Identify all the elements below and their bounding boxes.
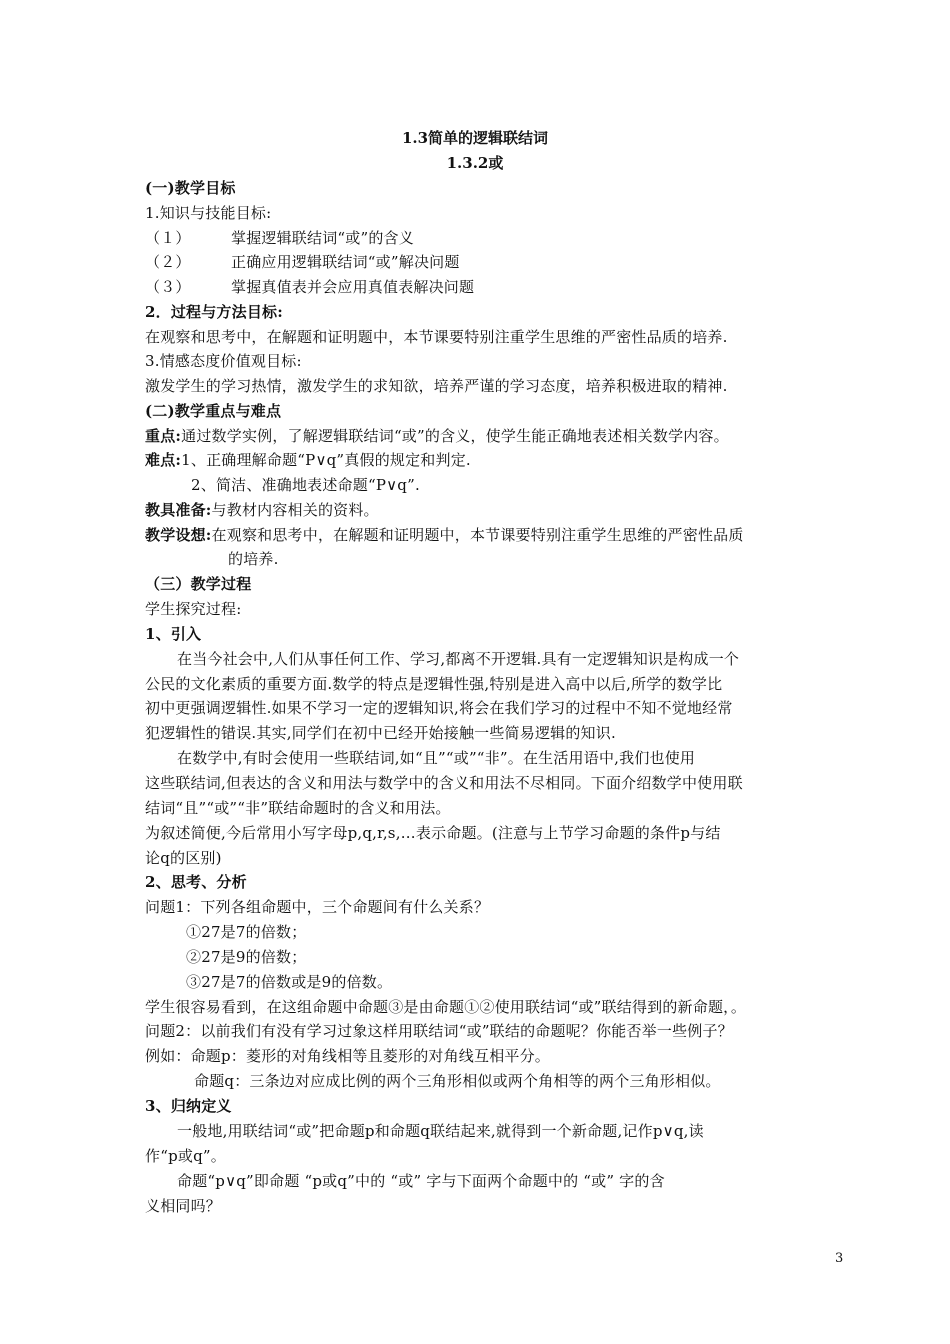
list-item bbox=[145, 276, 475, 298]
paragraph-line: 在数学中,有时会使用一些联结词,如“且”“或”“非”。在生活用语中,我们也使用 bbox=[177, 749, 696, 767]
paragraph-line: 论q的区别) bbox=[145, 849, 222, 867]
item-number: （３） bbox=[145, 278, 191, 296]
subsection-heading: 1、引入 bbox=[145, 625, 202, 643]
item-number: （１） bbox=[145, 229, 191, 247]
section-heading-process: （三）教学过程 bbox=[145, 575, 252, 593]
key-text: 通过数学实例，了解逻辑联结词“或”的含义，使学生能正确地表述相关数学内容。 bbox=[181, 427, 729, 445]
design-text: 在观察和思考中，在解题和证明题中，本节课要特别注重学生思维的严密性品质 bbox=[211, 526, 744, 544]
difficulty-text: 1、正确理解命题“P∨q”真假的规定和判定. bbox=[181, 451, 471, 469]
page-number: 3 bbox=[835, 1251, 844, 1266]
item-text: 正确应用逻辑联结词“或”解决问题 bbox=[231, 253, 460, 271]
question-line: 问题1：下列各组命题中，三个命题间有什么关系？ bbox=[145, 898, 490, 916]
question-line: 问题2：以前我们有没有学习过象这样用联结词“或”联结的命题呢？你能否举一些例子？ bbox=[145, 1022, 733, 1040]
tools-label: 教具准备: bbox=[145, 501, 212, 519]
paragraph-line: 初中更强调逻辑性.如果不学习一定的逻辑知识,将会在我们学习的过程中不知不觉地经常 bbox=[145, 699, 733, 717]
document-title: 1.3简单的逻辑联结词 bbox=[401, 129, 549, 147]
paragraph-line: 犯逻辑性的错误.其实,同学们在初中已经开始接触一些简易逻辑的知识. bbox=[145, 724, 616, 742]
paragraph-line: 结词“且”“或”“非”联结命题时的含义和用法。 bbox=[145, 799, 451, 817]
paragraph-line: 公民的文化素质的重要方面.数学的特点是逻辑性强,特别是进入高中以后,所学的数学比 bbox=[145, 675, 723, 693]
paragraph-line: 这些联结词,但表达的含义和用法与数学中的含义和用法不尽相同。下面介绍数学中使用联 bbox=[145, 774, 743, 792]
paragraph-line: 命题“p∨q”即命题 “p或q”中的 “或” 字与下面两个命题中的 “或” 字的含 bbox=[177, 1172, 665, 1190]
paragraph-line: 在观察和思考中，在解题和证明题中，本节课要特别注重学生思维的严密性品质的培养. bbox=[145, 328, 728, 346]
paragraph-line: 义相同吗？ bbox=[145, 1197, 222, 1215]
difficulty-label: 难点: bbox=[145, 451, 182, 469]
paragraph-line: 在当今社会中,人们从事任何工作、学习,都离不开逻辑.具有一定逻辑知识是构成一个 bbox=[177, 650, 740, 668]
subsection-heading: 3、归纳定义 bbox=[145, 1097, 232, 1115]
section-heading-goals: (一)教学目标 bbox=[145, 179, 236, 197]
paragraph-line: 激发学生的学习热情，激发学生的求知欲，培养严谨的学习态度，培养积极进取的精神. bbox=[145, 377, 728, 395]
list-item: ③27是7的倍数或是9的倍数。 bbox=[186, 973, 393, 991]
example-line: 例如：命题p：菱形的对角线相等且菱形的对角线互相平分。 bbox=[145, 1047, 551, 1065]
paragraph-line: 学生很容易看到，在这组命题中命题③是由命题①②使用联结词“或”联结得到的新命题，。 bbox=[145, 998, 747, 1016]
subheading-process: 2．过程与方法目标: bbox=[145, 303, 283, 321]
key-label: 重点: bbox=[145, 427, 182, 445]
paragraph-line: 作“p或q”。 bbox=[145, 1147, 226, 1165]
item-number: （２） bbox=[145, 253, 191, 271]
paragraph-line: 为叙述简便,今后常用小写字母p,q,r,s,…表示命题。(注意与上节学习命题的条件p与结 bbox=[145, 824, 721, 842]
list-item: ②27是9的倍数； bbox=[186, 948, 307, 966]
difficulty-line: 2、简洁、准确地表述命题“P∨q”. bbox=[191, 476, 420, 494]
tools-text: 与教材内容相关的资料。 bbox=[211, 501, 379, 519]
design-line-cont: 的培养. bbox=[228, 550, 279, 568]
key-point-line bbox=[145, 425, 729, 447]
subheading-knowledge: 1.知识与技能目标: bbox=[145, 204, 272, 222]
subsection-heading: 2、思考、分析 bbox=[145, 873, 247, 891]
document-subtitle: 1.3.2或 bbox=[446, 154, 504, 172]
list-item bbox=[145, 227, 414, 249]
example-line: 命题q：三条边对应成比例的两个三角形相似或两个角相等的两个三角形相似。 bbox=[194, 1072, 721, 1090]
section-heading-keypoints: (二)教学重点与难点 bbox=[145, 402, 282, 420]
list-item bbox=[145, 251, 460, 273]
list-item: ①27是7的倍数； bbox=[186, 923, 307, 941]
item-text: 掌握逻辑联结词“或”的含义 bbox=[231, 229, 414, 247]
design-label: 教学设想: bbox=[145, 526, 212, 544]
tools-line bbox=[145, 499, 379, 521]
subheading-attitude: 3.情感态度价值观目标: bbox=[145, 352, 302, 370]
paragraph-line: 一般地,用联结词“或”把命题p和命题q联结起来,就得到一个新命题,记作p∨q,读 bbox=[177, 1122, 704, 1140]
item-text: 掌握真值表并会应用真值表解决问题 bbox=[231, 278, 475, 296]
difficulty-line bbox=[145, 449, 471, 471]
design-line bbox=[145, 524, 744, 546]
paragraph-line: 学生探究过程: bbox=[145, 600, 242, 618]
